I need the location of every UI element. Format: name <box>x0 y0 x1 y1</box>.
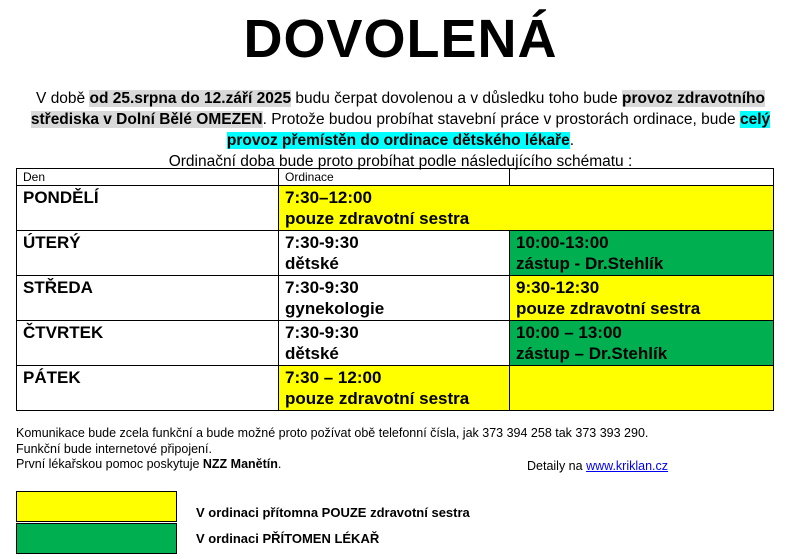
schedule-intro: Ordinační doba bude proto probíhat podle následujícího schématu : <box>168 153 633 170</box>
intro-text <box>10 88 791 151</box>
vacation-dates: od 25.srpna do 12.září 2025 <box>89 90 292 107</box>
slot-time: 7:30-9:30 <box>285 278 359 297</box>
intro-paragraph <box>10 88 791 172</box>
legend-green-label: V ordinaci PŘÍTOMEN LÉKAŘ <box>196 531 380 546</box>
limited-operation-notice: provoz zdravotního střediska v Dolní Bělé OMEZEN <box>30 90 765 128</box>
phone-info: Komunikace bude zcela funkční a bude možné proto požívat obě telefonní čísla, jak 373 394 258 tak 373 393 290. <box>16 426 649 440</box>
day-thursday: ČTVRTEK <box>17 321 279 366</box>
website-link[interactable]: www.kriklan.cz <box>586 459 669 473</box>
legend-green-swatch <box>16 523 177 554</box>
internet-info: Funkční bude internetové připojení. <box>16 441 212 456</box>
intro-part: . <box>569 132 575 149</box>
table-header-row <box>17 169 774 186</box>
intro-part: . Protože budou probíhat stavební práce v prostorách ordinace, bude <box>262 111 740 128</box>
schedule-table <box>16 168 774 411</box>
day-tuesday: ÚTERÝ <box>17 231 279 276</box>
first-aid-provider: NZZ Manětín <box>202 457 278 471</box>
friday-slot-2 <box>510 366 774 411</box>
slot-desc: zástup – Dr.Stehlík <box>516 344 668 363</box>
table-row <box>17 231 774 276</box>
details-line <box>527 459 668 473</box>
table-row <box>17 276 774 321</box>
day-monday: PONDĚLÍ <box>17 186 279 231</box>
slot-time: 9:30-12:30 <box>516 278 600 297</box>
slot-desc: dětské <box>285 254 339 273</box>
table-row <box>17 186 774 231</box>
details-label: Detaily na <box>527 459 587 473</box>
header-day: Den <box>17 169 279 186</box>
day-friday: PÁTEK <box>17 366 279 411</box>
relocation-notice: celý provoz přemístěn do ordinace dětského lékaře <box>226 111 771 149</box>
slot-desc: pouze zdravotní sestra <box>285 389 470 408</box>
header-ordinace: Ordinace <box>279 169 510 186</box>
intro-part: budu čerpat dovolenou a v důsledku toho bude <box>291 90 622 107</box>
thursday-slot-2 <box>510 321 774 366</box>
thursday-slot-1 <box>279 321 510 366</box>
first-aid-info <box>16 457 786 473</box>
slot-time: 7:30–12:00 <box>285 188 372 207</box>
first-aid-label: První lékařskou pomoc poskytuje <box>16 457 203 471</box>
page-title: DOVOLENÁ <box>243 9 558 69</box>
tuesday-slot-1 <box>279 231 510 276</box>
wednesday-slot-2 <box>510 276 774 321</box>
slot-time: 10:00-13:00 <box>516 233 609 252</box>
legend-yellow-swatch <box>16 491 177 522</box>
slot-time: 7:30-9:30 <box>285 323 359 342</box>
footer-info <box>16 426 786 473</box>
slot-desc: dětské <box>285 344 339 363</box>
slot-time: 10:00 – 13:00 <box>516 323 622 342</box>
legend-yellow-label: V ordinaci přítomna POUZE zdravotní sestra <box>196 505 470 520</box>
table-row <box>17 366 774 411</box>
monday-slot <box>279 186 774 231</box>
slot-time: 7:30-9:30 <box>285 233 359 252</box>
friday-slot-1 <box>279 366 510 411</box>
slot-desc: zástup - Dr.Stehlík <box>516 254 664 273</box>
intro-part: V době <box>36 90 90 107</box>
table-row <box>17 321 774 366</box>
slot-desc: pouze zdravotní sestra <box>285 209 470 228</box>
wednesday-slot-1 <box>279 276 510 321</box>
slot-time: 7:30 – 12:00 <box>285 368 382 387</box>
slot-desc: pouze zdravotní sestra <box>516 299 701 318</box>
day-wednesday: STŘEDA <box>17 276 279 321</box>
first-aid-end: . <box>277 457 282 471</box>
header-empty <box>510 169 774 186</box>
slot-desc: gynekologie <box>285 299 385 318</box>
tuesday-slot-2 <box>510 231 774 276</box>
